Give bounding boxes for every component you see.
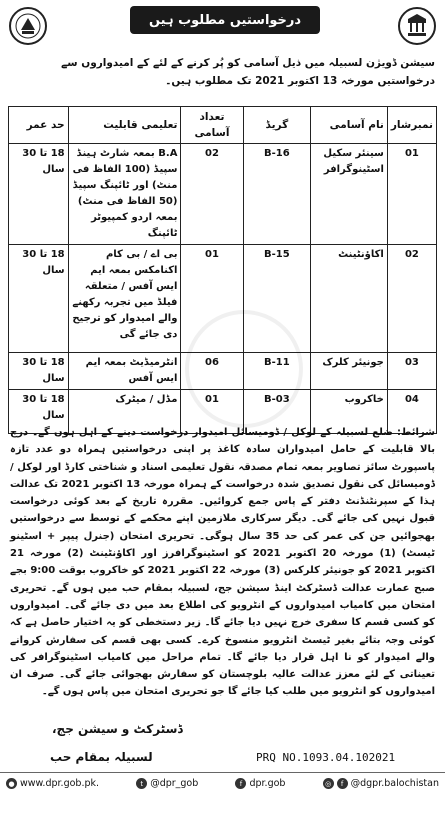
footer-twitter-text: @dpr_gob bbox=[150, 778, 199, 789]
cell-count: 01 bbox=[181, 390, 243, 434]
cell-sno: 03 bbox=[387, 353, 436, 390]
cell-sno: 04 bbox=[387, 390, 436, 434]
cell-grade: B-16 bbox=[243, 144, 311, 245]
footer-facebook[interactable] bbox=[235, 778, 285, 789]
footer-twitter[interactable] bbox=[136, 778, 198, 789]
instagram-icon: ◎ bbox=[323, 778, 334, 789]
page-title: درخواستیں مطلوب ہیں bbox=[130, 6, 320, 34]
cell-age-limit: 18 تا 30 سال bbox=[9, 144, 69, 245]
footer-website[interactable] bbox=[6, 778, 99, 789]
cell-age-limit: 18 تا 30 سال bbox=[9, 245, 69, 353]
court-emblem-icon bbox=[397, 6, 437, 46]
cell-grade: B-11 bbox=[243, 353, 311, 390]
footer-website-text: www.dpr.gob.pk. bbox=[20, 778, 100, 789]
cell-grade: B-03 bbox=[243, 390, 311, 434]
cell-sno: 01 bbox=[387, 144, 436, 245]
footer-social-handle[interactable] bbox=[323, 778, 439, 789]
twitter-icon: t bbox=[136, 778, 147, 789]
cell-qualification: بی اے / بی کام اکنامکس بمعہ ایم ایس آفس / متعلقہ فیلڈ میں تجربہ رکھنے والے امیدوار کو ترجیح دی جائے گی bbox=[68, 245, 181, 353]
col-header-qualification: تعلیمی قابلیت bbox=[68, 107, 181, 144]
cell-post-name: جونیئر کلرک bbox=[311, 353, 388, 390]
col-header-count: تعداد آسامی bbox=[181, 107, 243, 144]
footer-bar bbox=[0, 772, 445, 794]
cell-sno: 02 bbox=[387, 245, 436, 353]
cell-count: 06 bbox=[181, 353, 243, 390]
cell-post-name: اکاؤنٹینٹ bbox=[311, 245, 388, 353]
col-header-age-limit: حد عمر bbox=[9, 107, 69, 144]
prq-number: PRQ NO.1093.04.102021 bbox=[256, 751, 396, 764]
table-row bbox=[9, 144, 437, 245]
cell-age-limit: 18 تا 30 سال bbox=[9, 353, 69, 390]
signature-location: لسبیلہ بمقام حب bbox=[50, 750, 153, 764]
conditions-text: شرائط: ضلع لسبیلہ کے لوکل / ڈومیسائل امیدوار درخواست دینے کے اہل ہوں گے۔ درج بالا قابلیت کے حامل امیدواران سادہ کاغذ پر اپنی درخواستیں ہمراہ دو عدد تازہ پاسپورٹ سائز تصاویر بمعہ تمام مصدقہ نقول تعلیمی اسناد و شناختی کارڈ اور لوکل / ڈومیسائل کی نقول تصدیق شدہ درخواست کے ہمراہ مورخہ 13 اکتوبر 2021 تک عدالت ہذا کے سپرنٹنڈنٹ دفتر کے پاس جمع کروائیں۔ مقررہ تاریخ کے بعد کوئی درخواست قبول نہیں کی جائے گی۔ دیگر سرکاری ملازمین اپنے محکمے کے توسط سے درخواستیں بھجوائیں جن کی عمر کی حد 35 سال ہوگی۔ تحریری امتحان (جنرل پیپر + اسٹینو ٹیسٹ) (1) مورخہ 20 اکتوبر 2021 کو اسٹینوگرافرز اور اکاؤنٹینٹ (2) مورخہ 21 اکتوبر 2021 کو جونیئر کلرکس (3) مورخہ 22 اکتوبر 2021 کو خاکروب بوقت 9:00 بجے صبح عمارت عدالت ڈسٹرکٹ اینڈ سیشن جج، لسبیلہ بمقام حب میں ہوں گے۔ تحریری امتحان میں کامیاب امیدواروں کے انٹرویو کی اطلاع بعد میں دی جائے گی۔ امیدواروں کو کسی قسم کا سفری خرچ نہیں دیا جائے گا۔ زیر دستخطی کو یہ اختیار حاصل ہے کہ کوئی وجہ بتائے بغیر ٹیسٹ انٹرویو منسوخ کرے۔ کسی بھی قسم کی سفارش کروانے والے امیدوار کو نا اہل قرار دیا جائے گا۔ تمام مراحل میں کامیاب اسٹینوگرافر کی تعیناتی کے لئے معزز عدالت عالیہ بلوچستان کو سفارش بھجوائی جائے گی۔ صرف ان امیدواروں کو انٹرویو میں طلب کیا جائے گا جو تحریری امتحان میں پاس ہوں گے۔ bbox=[10, 427, 435, 698]
intro-text: سیشن ڈویژن لسبیلہ میں ذیل آسامی کو پُر کرنے کے لئے کے امیدواروں سے درخواستیں مورخہ 13 اکتوبر 2021 تک مطلوب ہیں۔ bbox=[61, 57, 435, 87]
col-header-post-name: نام آسامی bbox=[311, 107, 388, 144]
signature-title: ڈسٹرکٹ و سیشن جج، bbox=[52, 722, 183, 736]
globe-icon: ● bbox=[6, 778, 17, 789]
cell-count: 02 bbox=[181, 144, 243, 245]
district-emblem-icon bbox=[8, 6, 48, 46]
footer-facebook-text: dpr.gob bbox=[249, 778, 286, 789]
watermark-seal bbox=[185, 310, 303, 428]
table-header-row bbox=[9, 107, 437, 144]
facebook-icon: f bbox=[235, 778, 246, 789]
cell-age-limit: 18 تا 30 سال bbox=[9, 390, 69, 434]
col-header-grade: گریڈ bbox=[243, 107, 311, 144]
cell-qualification: انٹرمیڈیٹ بمعہ ایم ایس آفس bbox=[68, 353, 181, 390]
cell-post-name: خاکروب bbox=[311, 390, 388, 434]
facebook-icon: f bbox=[337, 778, 348, 789]
cell-count: 01 bbox=[181, 245, 243, 353]
col-header-sno: نمبرشار bbox=[387, 107, 436, 144]
cell-post-name: سینئر سکیل اسٹینوگرافر bbox=[311, 144, 388, 245]
cell-grade: B-15 bbox=[243, 245, 311, 353]
cell-qualification: B.A بمعہ شارٹ ہینڈ سپیڈ (100 الفاظ فی منٹ) اور ٹائپنگ سپیڈ (50 الفاظ فی منٹ) بمعہ اردو کمپیوٹر ٹائپنگ bbox=[68, 144, 181, 245]
cell-qualification: مڈل / میٹرک bbox=[68, 390, 181, 434]
footer-handle-text: @dgpr.balochistan bbox=[350, 778, 439, 789]
